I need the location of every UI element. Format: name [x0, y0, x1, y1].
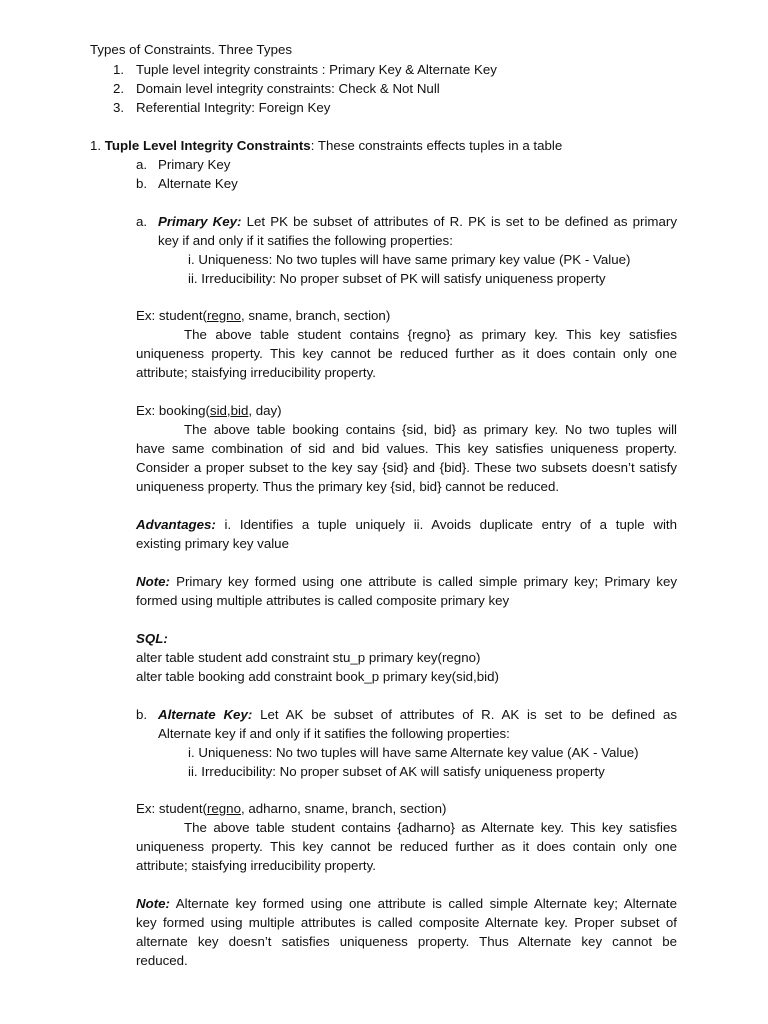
- ak-definition-line: Alternate key if and only if it satifies the following properties:: [158, 726, 510, 741]
- underlined-key: regno: [206, 308, 241, 323]
- list-number: 3.: [113, 100, 125, 115]
- note-line: reduced.: [136, 953, 188, 968]
- pk-definition-line: key if and only if it satifies the following properties:: [158, 233, 453, 248]
- pk-letter: a.: [136, 214, 148, 229]
- note-label: Note:: [136, 574, 170, 589]
- advantages-label: Advantages:: [136, 517, 216, 532]
- sub-list-item: Primary Key: [158, 157, 231, 172]
- paragraph-line: uniqueness property. This key cannot be reduced further as it does contain only one: [136, 346, 677, 361]
- ak-term: Alternate Key:: [158, 707, 253, 722]
- note-label: Note:: [136, 896, 170, 911]
- list-number: 1.: [113, 62, 125, 77]
- example-prefix: Ex: student(: [136, 801, 207, 816]
- pk-property: ii. Irreducibility: No proper subset of PK will satisfy uniqueness property: [188, 271, 606, 286]
- sql-label: SQL:: [136, 631, 168, 646]
- example-prefix: Ex: booking(: [136, 403, 210, 418]
- paragraph-line: attribute; staisfying irreducibility property.: [136, 365, 376, 380]
- note-text: Alternate key formed using one attribute is called simple Alternate key; Alternate: [175, 896, 677, 911]
- doc-heading: Types of Constraints. Three Types: [90, 42, 293, 57]
- example-suffix: , adharno, sname, branch, section): [240, 801, 447, 816]
- example-suffix: , sname, branch, section): [240, 308, 391, 323]
- list-number: 2.: [113, 81, 125, 96]
- paragraph-line: uniqueness property. Thus the primary key {sid, bid} cannot be reduced.: [136, 479, 560, 494]
- example-prefix: Ex: student(: [136, 308, 207, 323]
- pk-definition-line: [158, 212, 677, 231]
- advantages-text: i. Identifies a tuple uniquely ii. Avoids duplicate entry of a tuple with: [224, 517, 677, 532]
- note-text: Primary key formed using one attribute is called simple primary key; Primary key: [176, 574, 677, 589]
- advantages-line: existing primary key value: [136, 536, 289, 551]
- pk-term: Primary Key:: [158, 214, 242, 229]
- note-line: key formed using multiple attributes is called composite Alternate key. Proper subset of: [136, 915, 677, 930]
- advantages-line: [136, 515, 677, 534]
- example-suffix: , day): [248, 403, 282, 418]
- ak-property: ii. Irreducibility: No proper subset of AK will satisfy uniqueness property: [188, 764, 605, 779]
- sub-list-item: Alternate Key: [158, 176, 238, 191]
- underlined-key: sid,bid: [209, 403, 249, 418]
- note-line: formed using multiple attributes is called composite primary key: [136, 593, 510, 608]
- ak-definition-line: [158, 705, 677, 724]
- paragraph-line: uniqueness property. This key cannot be reduced further as it does contain only one: [136, 839, 677, 854]
- section-title: Tuple Level Integrity Constraints: [104, 138, 311, 153]
- ak-property: i. Uniqueness: No two tuples will have same Alternate key value (AK - Value): [188, 745, 639, 760]
- section-heading: [90, 136, 562, 155]
- ak-definition-text: Let AK be subset of attributes of R. AK is set to be defined as: [260, 707, 677, 722]
- list-item: Referential Integrity: Foreign Key: [136, 100, 331, 115]
- paragraph-line: The above table student contains {adharno} as Alternate key. This key satisfies: [184, 820, 677, 835]
- pk-property: i. Uniqueness: No two tuples will have same primary key value (PK - Value): [188, 252, 631, 267]
- list-item: Domain level integrity constraints: Check & Not Null: [136, 81, 440, 96]
- paragraph-line: have same combination of sid and bid values. This key satisfies uniqueness property.: [136, 441, 677, 456]
- paragraph-line: attribute; staisfying irreducibility property.: [136, 858, 376, 873]
- pk-definition-text: Let PK be subset of attributes of R. PK is set to be defined as primary: [246, 214, 677, 229]
- section-description: : These constraints effects tuples in a table: [310, 138, 563, 153]
- paragraph-line: The above table student contains {regno} as primary key. This key satisfies: [184, 327, 677, 342]
- ak-letter: b.: [136, 707, 148, 722]
- ak-example-title: [136, 799, 446, 818]
- note-line: alternate key doesn’t satisfies uniqueness property. Thus Alternate key cannot be: [136, 934, 677, 949]
- section-number: 1.: [90, 138, 105, 153]
- sub-list-letter: a.: [136, 157, 148, 172]
- paragraph-line: The above table booking contains {sid, bid} as primary key. No two tuples will: [184, 422, 677, 437]
- note-line: [136, 894, 677, 913]
- note-line: [136, 572, 677, 591]
- underlined-key: regno: [206, 801, 241, 816]
- sql-statement: alter table student add constraint stu_p primary key(regno): [136, 650, 481, 665]
- sql-statement: alter table booking add constraint book_p primary key(sid,bid): [136, 669, 499, 684]
- paragraph-line: Consider a proper subset to the key say {sid} and {bid}. These two subsets doesn’t satisfy: [136, 460, 677, 475]
- sub-list-letter: b.: [136, 176, 148, 191]
- list-item: Tuple level integrity constraints : Primary Key & Alternate Key: [136, 62, 497, 77]
- pk-example-title: [136, 401, 282, 420]
- pk-example-title: [136, 306, 390, 325]
